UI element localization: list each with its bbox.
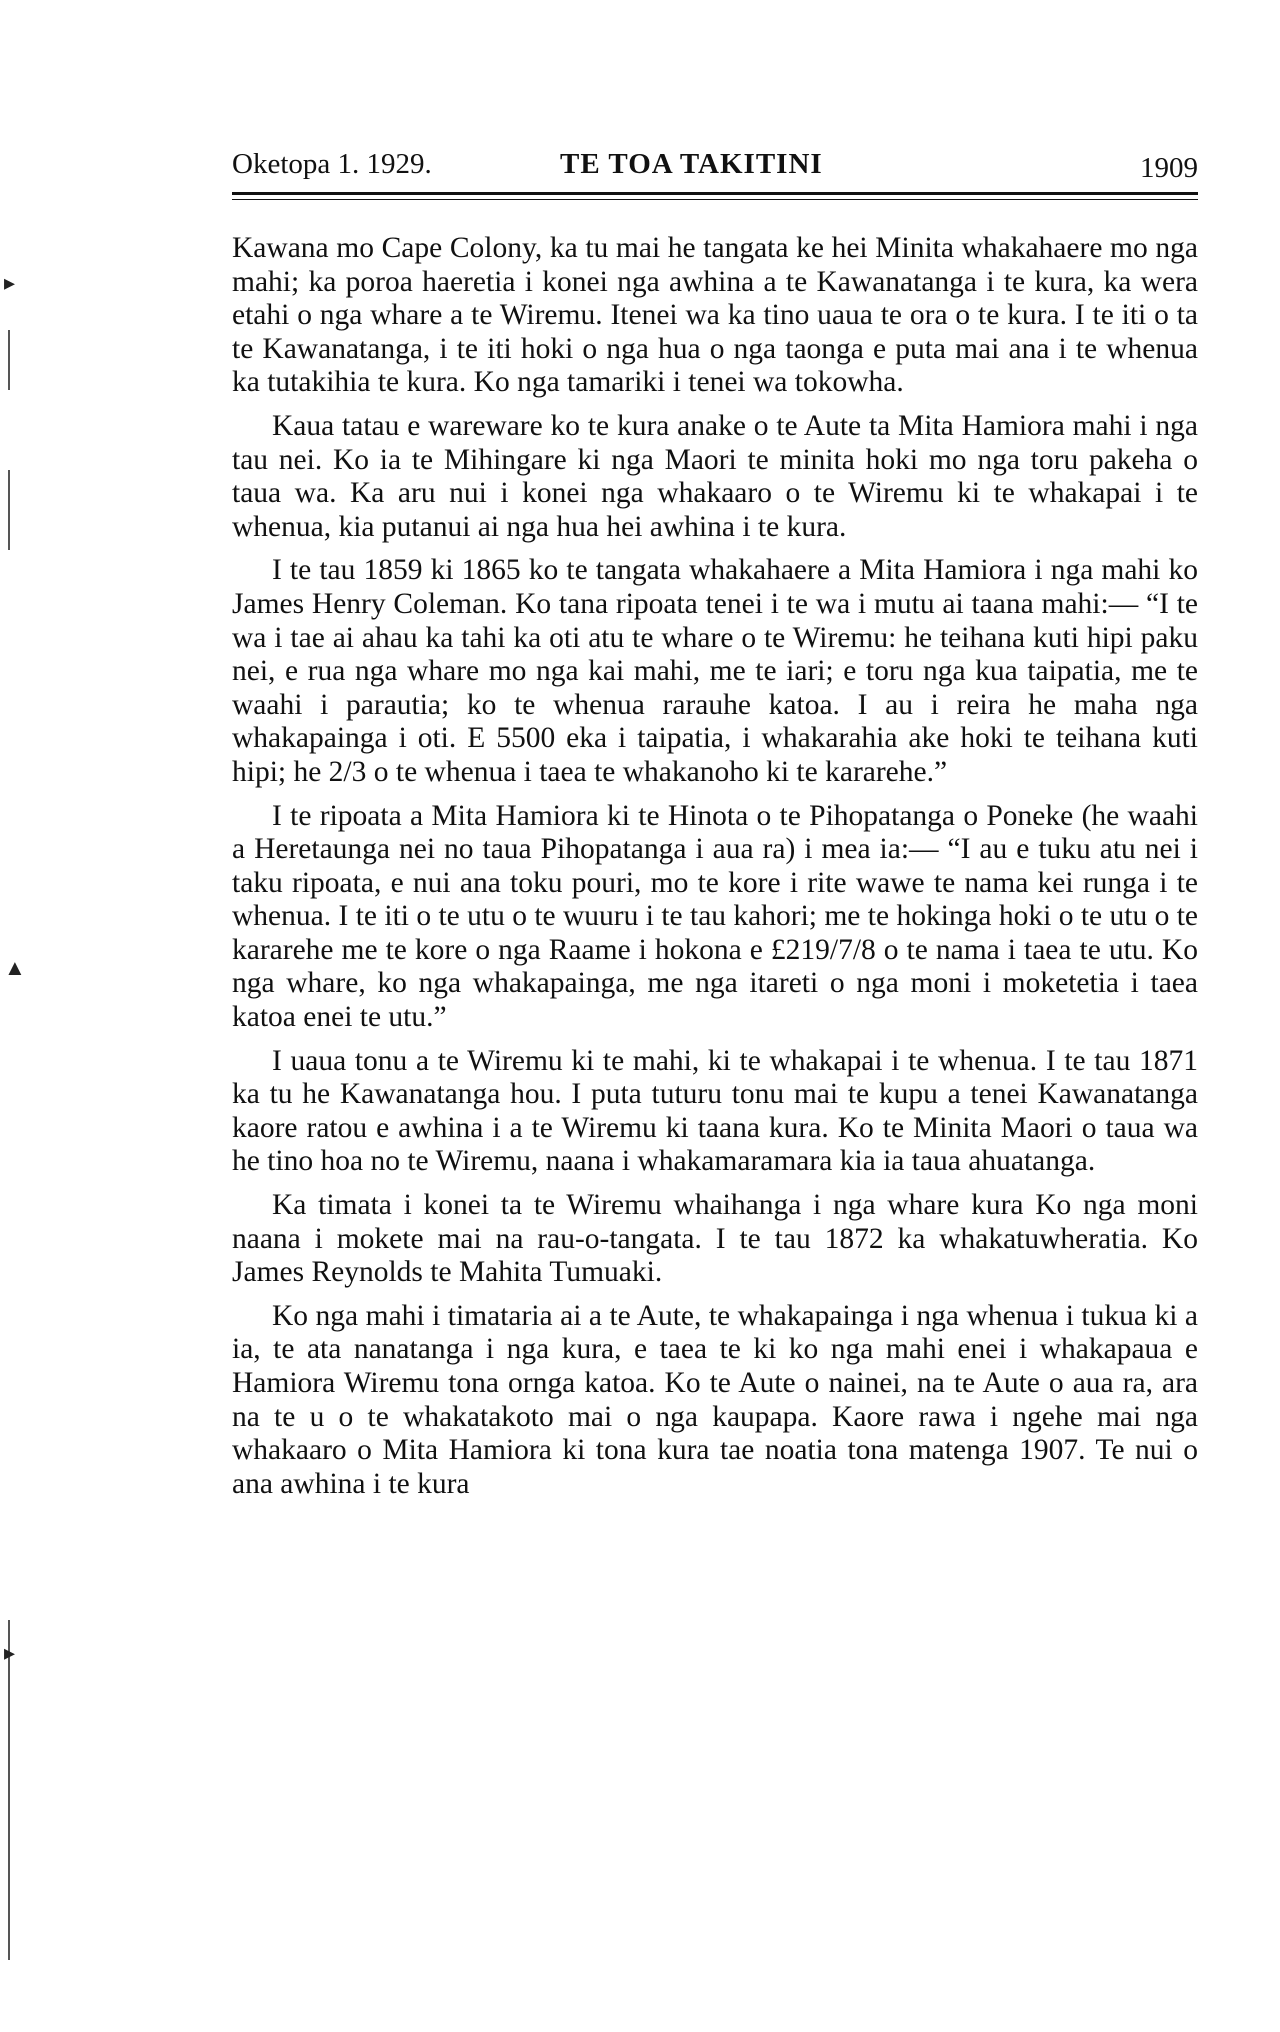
scan-edge-mark — [8, 330, 10, 390]
header-rule-thick — [232, 192, 1198, 195]
scan-margin-blot: ▸ — [4, 1640, 16, 1665]
paragraph: Kawana mo Cape Colony, ka tu mai he tangata ke hei Minita whakahaere mo nga mahi; ka poroa haeretia i konei nga awhina a te Kawanatanga i te kura, ka wera etahi o nga whare a te Wiremu. Itenei wa ka tino uaua te ora o te kura. I te iti o ta te Kawanatanga, i te iti hoki o nga hua o nga taonga e puta mai ana i te whenua ka tutakihia te kura. Ko nga tamariki i tenei wa tokowha. — [232, 232, 1198, 399]
page-header — [232, 142, 1198, 186]
scan-margin-blot: ▲ — [4, 955, 26, 980]
header-date: Oketopa 1. 1929. — [232, 148, 432, 180]
paragraph: I te ripoata a Mita Hamiora ki te Hinota o te Pihopatanga o Poneke (he waahi a Heretaunga nei no taua Pihopatanga i aua ra) i mea ia:— “I au e tuku atu nei i taku ripoata, e nui ana toku pouri, mo te kore i rite wawe te nama kei runga i te whenua. I te iti o te utu o te wuuru i te tau kahori; me te hokinga hoki o te utu o te kararehe me te kore o nga Raame i hokona e £219/7/8 o te nama i taea te utu. Ko nga whare, ko nga whakapainga, me nga itareti o nga moni i moketetia i taea katoa enei te utu.” — [232, 799, 1198, 1034]
scan-edge-mark — [8, 1620, 10, 1960]
paragraph: Kaua tatau e wareware ko te kura anake o te Aute ta Mita Hamiora mahi i nga tau nei. Ko ia te Mihingare ki nga Maori te minita hoki mo nga toru pakeha o taua wa. Ka aru nui i konei nga whakaaro o te Wiremu ki te whakapai i te whenua, kia putanui ai nga hua hei awhina i te kura. — [232, 409, 1198, 543]
scan-margin-blot: ▸ — [4, 270, 16, 295]
scan-edge-mark — [8, 470, 10, 550]
paragraph: Ka timata i konei ta te Wiremu whaihanga i nga whare kura Ko nga moni naana i mokete mai na rau-o-tangata. I te tau 1872 ka whakatuwheratia. Ko James Reynolds te Mahita Tumuaki. — [232, 1189, 1198, 1289]
paragraph: I uaua tonu a te Wiremu ki te mahi, ki te whakapai i te whenua. I te tau 1871 ka tu he Kawanatanga hou. I puta tuturu tonu mai te kupu a tenei Kawanatanga kaore ratou e awhina i a te Wiremu ki taana kura. Ko te Minita Maori o taua wa he tino hoa no te Wiremu, naana i whakamaramara kia ia taua ahuatanga. — [232, 1044, 1198, 1178]
article-body — [232, 232, 1198, 1511]
publication-title: TE TOA TAKITINI — [560, 148, 823, 180]
paragraph: Ko nga mahi i timataria ai a te Aute, te whakapainga i nga whenua i tukua ki a ia, te ata nanatanga i nga kura, e taea te ki ko nga mahi enei i whakapaua e Hamiora Wiremu tona ornga katoa. Ko te Aute o nainei, na te Aute o aua ra, ara na te u o te whakatakoto mai o nga kaupapa. Kaore rawa i ngehe mai nga whakaaro o Mita Hamiora ki tona kura tae noatia tona matenga 1907. Te nui o ana awhina i te kura — [232, 1299, 1198, 1500]
header-rule-thin — [232, 199, 1198, 200]
page-number: 1909 — [1140, 152, 1198, 184]
paragraph: I te tau 1859 ki 1865 ko te tangata whakahaere a Mita Hamiora i nga mahi ko James Henry Coleman. Ko tana ripoata tenei i te wa i mutu ai taana mahi:— “I te wa i tae ai ahau ka tahi ka oti atu te whare o te Wiremu: he teihana kuti hipi paku nei, e rua nga whare mo nga kai mahi, me te iari; e toru nga kua taipatia, me te waahi i parautia; ko te whenua rarauhe katoa. I au i reira he maha nga whakapainga i oti. E 5500 eka i taipatia, i whakarahia ake hoki te teihana kuti hipi; he 2/3 o te whenua i taea te whakanoho ki te kararehe.” — [232, 554, 1198, 788]
